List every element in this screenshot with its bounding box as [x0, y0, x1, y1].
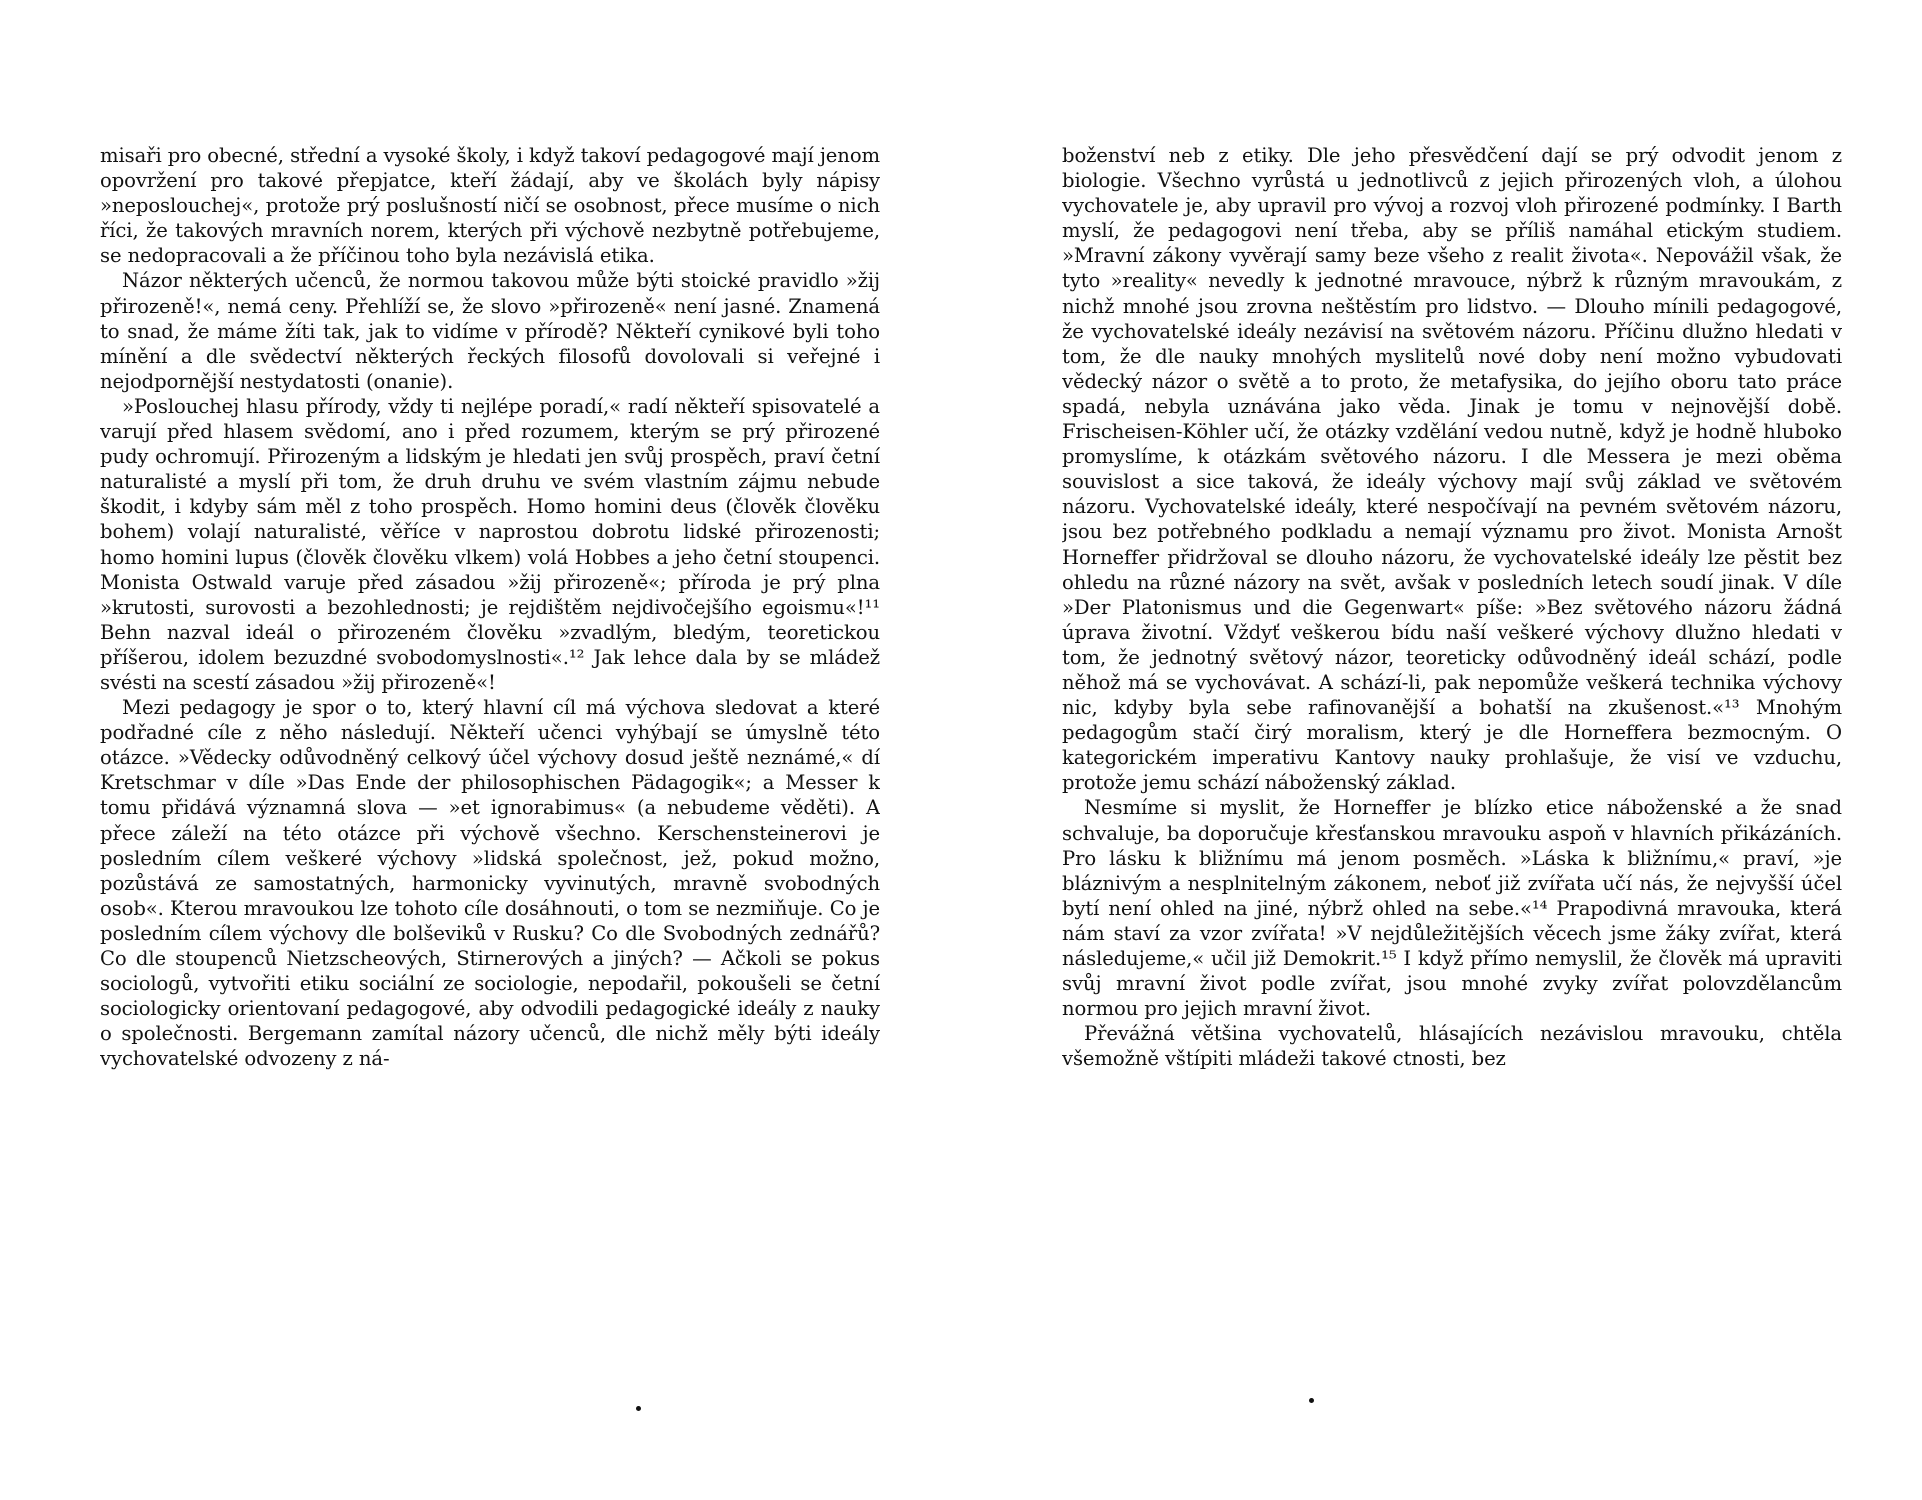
paragraph: Mezi pedagogy je spor o to, který hlavní cíl má výchova sledovat a které podřadné cíle z něho následují. Někteří učenci vyhýbají se úmyslně této otázce. »Vědecky odůvodněný celkový účel výchovy dosud ještě neznámé,« dí Kretschmar v díle »Das Ende der philosophischen Pädagogik«; a Messer k tomu přidává významná slova — »et ignorabimus« (a nebudeme věděti). A přece záleží na této otázce při výchově všechno. Kerschensteinerovi je posledním cílem veškeré výchovy »lidská společnost, jež, pokud možno, pozůstává ze samostatných, harmonicky vyvinutých, mravně svobodných osob«. Kterou mravoukou lze tohoto cíle dosáhnouti, o tom se nezmiňuje. Co je posledním cílem výchovy dle bolševiků v Rusku? Co dle Svobodných zednářů? Co dle stoupenců Nietzscheových, Stirnerových a jiných? — Ačkoli se pokus sociologů, vytvořiti etiku sociální ze sociologie, nepodařil, pokoušeli se četní sociologicky orientovaní pedagogové, aby odvodili pedagogické ideály z nauky o společnosti. Bergemann zamítal názory učenců, dle nichž měly býti ideály vychovatelské odvozeny z ná-	[100, 696, 880, 1071]
paragraph: boženství neb z etiky. Dle jeho přesvědčení dají se prý odvodit jenom z biologie. Všechno vyrůstá u jednotlivců z jejich přirozených vloh, a úlohou vychovatele je, aby upravil pro vývoj a rozvoj vloh přirozené podmínky. I Barth myslí, že pedagogovi není třeba, aby se příliš namáhal etickým studiem. »Mravní zákony vyvěrají samy beze všeho z realit života«. Nepovážil však, že tyto »reality« nevedly k jednotné mravouce, nýbrž k různým mravoukám, z nichž mnohé jsou zrovna neštěstím pro lidstvo. — Dlouho mínili pedagogové, že vychovatelské ideály nezávisí na světovém názoru. Příčinu dlužno hledati v tom, že dle nauky mnohých myslitelů nové doby není možno vybudovati vědecký názor o světě a to proto, že metafysika, do jejího oboru tato práce spadá, nebyla uznávána jako věda. Jinak je tomu v nejnovější době. Frischeisen-Köhler učí, že otázky vzdělání vedou nutně, když je hodně hluboko promyslíme, k otázkám světového názoru. I dle Messera je mezi oběma souvislost a sice taková, že ideály výchovy mají svůj základ ve světovém názoru. Vychovatelské ideály, které nespočívají na pevném světovém názoru, jsou bez potřebného podkladu a nemají významu pro život. Monista Arnošt Horneffer přidržoval se dlouho názoru, že vychovatelské ideály lze pěstit bez ohledu na různé názory na svět, avšak v posledních letech soudí jinak. V díle »Der Platonismus und die Gegenwart« píše: »Bez světového názoru žádná úprava životní. Vždyť veškerou bídu naší veškeré výchovy dlužno hledati v tom, že jednotný světový názor, teoreticky odůvodněný ideál schází, podle něhož má se vychovávat. A schází-li, pak nepomůže veškerá technika výchovy nic, kdyby byla sebe rafinovanější a bohatší na zkušenost.«¹³ Mnohým pedagogům stačí čirý moralism, který je dle Hornefferа bezmocným. O kategorickém imperativu Kantovy nauky prohlašuje, že visí ve vzduchu, protože jemu schází náboženský základ.	[1062, 144, 1842, 795]
right-page	[1062, 143, 1842, 1433]
page-marker-dot	[1309, 1398, 1314, 1403]
paragraph: Převážná většina vychovatelů, hlásajících nezávislou mravouku, chtěla všemožně vštípiti mládeži takové ctnosti, bez	[1062, 1022, 1842, 1071]
paragraph: misaři pro obecné, střední a vysoké školy, i když takoví pedagogové mají jenom opovržení pro takové přepjatce, kteří žádají, aby ve školách byly nápisy »neposlouchej«, protože prý poslušností ničí se osobnost, přece musíme o nich říci, že takových mravních norem, kterých při výchově nezbytně potřebujeme, se nedopracovali a že příčinou toho byla nezávislá etika.	[100, 144, 880, 268]
paragraph: Názor některých učenců, že normou takovou může býti stoické pravidlo »žij přirozeně!«, nemá ceny. Přehlíží se, že slovo »přirozeně« není jasné. Znamená to snad, že máme žíti tak, jak to vidíme v přírodě? Někteří cynikové byli toho mínění a dle svědectví některých řeckých filosofů dovolovali si veřejné i nejodpornější nestydatosti (onanie).	[100, 269, 880, 393]
page-marker-dot	[636, 1406, 641, 1411]
paragraph: Nesmíme si myslit, že Horneffer je blízko etice náboženské a že snad schvaluje, ba doporučuje křesťanskou mravouku aspoň v hlavních přikázáních. Pro lásku k bližnímu má jenom posměch. »Láska k bližnímu,« praví, »je bláznivým a nesplnitelným zákonem, neboť již zvířata učí nás, že nejvyšší účel bytí není ohled na jiné, nýbrž ohled na sebe.«¹⁴ Prapodivná mravouka, která nám staví za vzor zvířata! »V nejdůležitějších věcech jsme žáky zvířat, která následujeme,« učil již Demokrit.¹⁵ I když přímo nemyslil, že člověk má upraviti svůj mravní život podle zvířat, jsou mnohé zvyky zvířat polovzdělancům normou pro jejich mravní život.	[1062, 796, 1842, 1021]
paragraph: »Poslouchej hlasu přírody, vždy ti nejlépe poradí,« radí někteří spisovatelé a varují před hlasem svědomí, ano i před rozumem, kterým se prý přirozené pudy ochromují. Přirozeným a lidským je hledati jen svůj prospěch, praví četní naturalisté a myslí při tom, že druh druhu ve svém vlastním zájmu nebude škodit, i kdyby sám měl z toho prospěch. Homo homini deus (člověk člověku bohem) volají naturalisté, věříce v naprostou dobrotu lidské přirozenosti; homo homini lupus (člověk člověku vlkem) volá Hobbes a jeho četní stoupenci. Monista Ostwald varuje před zásadou »žij přirozeně«; příroda je prý plna »krutosti, surovosti a bezohlednosti; je rejdištěm nejdivočejšího egoismu«!¹¹ Behn nazval ideál o přirozeném člověku »zvadlým, bledým, teoretickou příšerou, idolem bezuzdné svobodomyslnosti«.¹² Jak lehce dala by se mládež svésti na scestí zásadou »žij přirozeně«!	[100, 394, 880, 694]
left-page	[100, 143, 880, 1433]
